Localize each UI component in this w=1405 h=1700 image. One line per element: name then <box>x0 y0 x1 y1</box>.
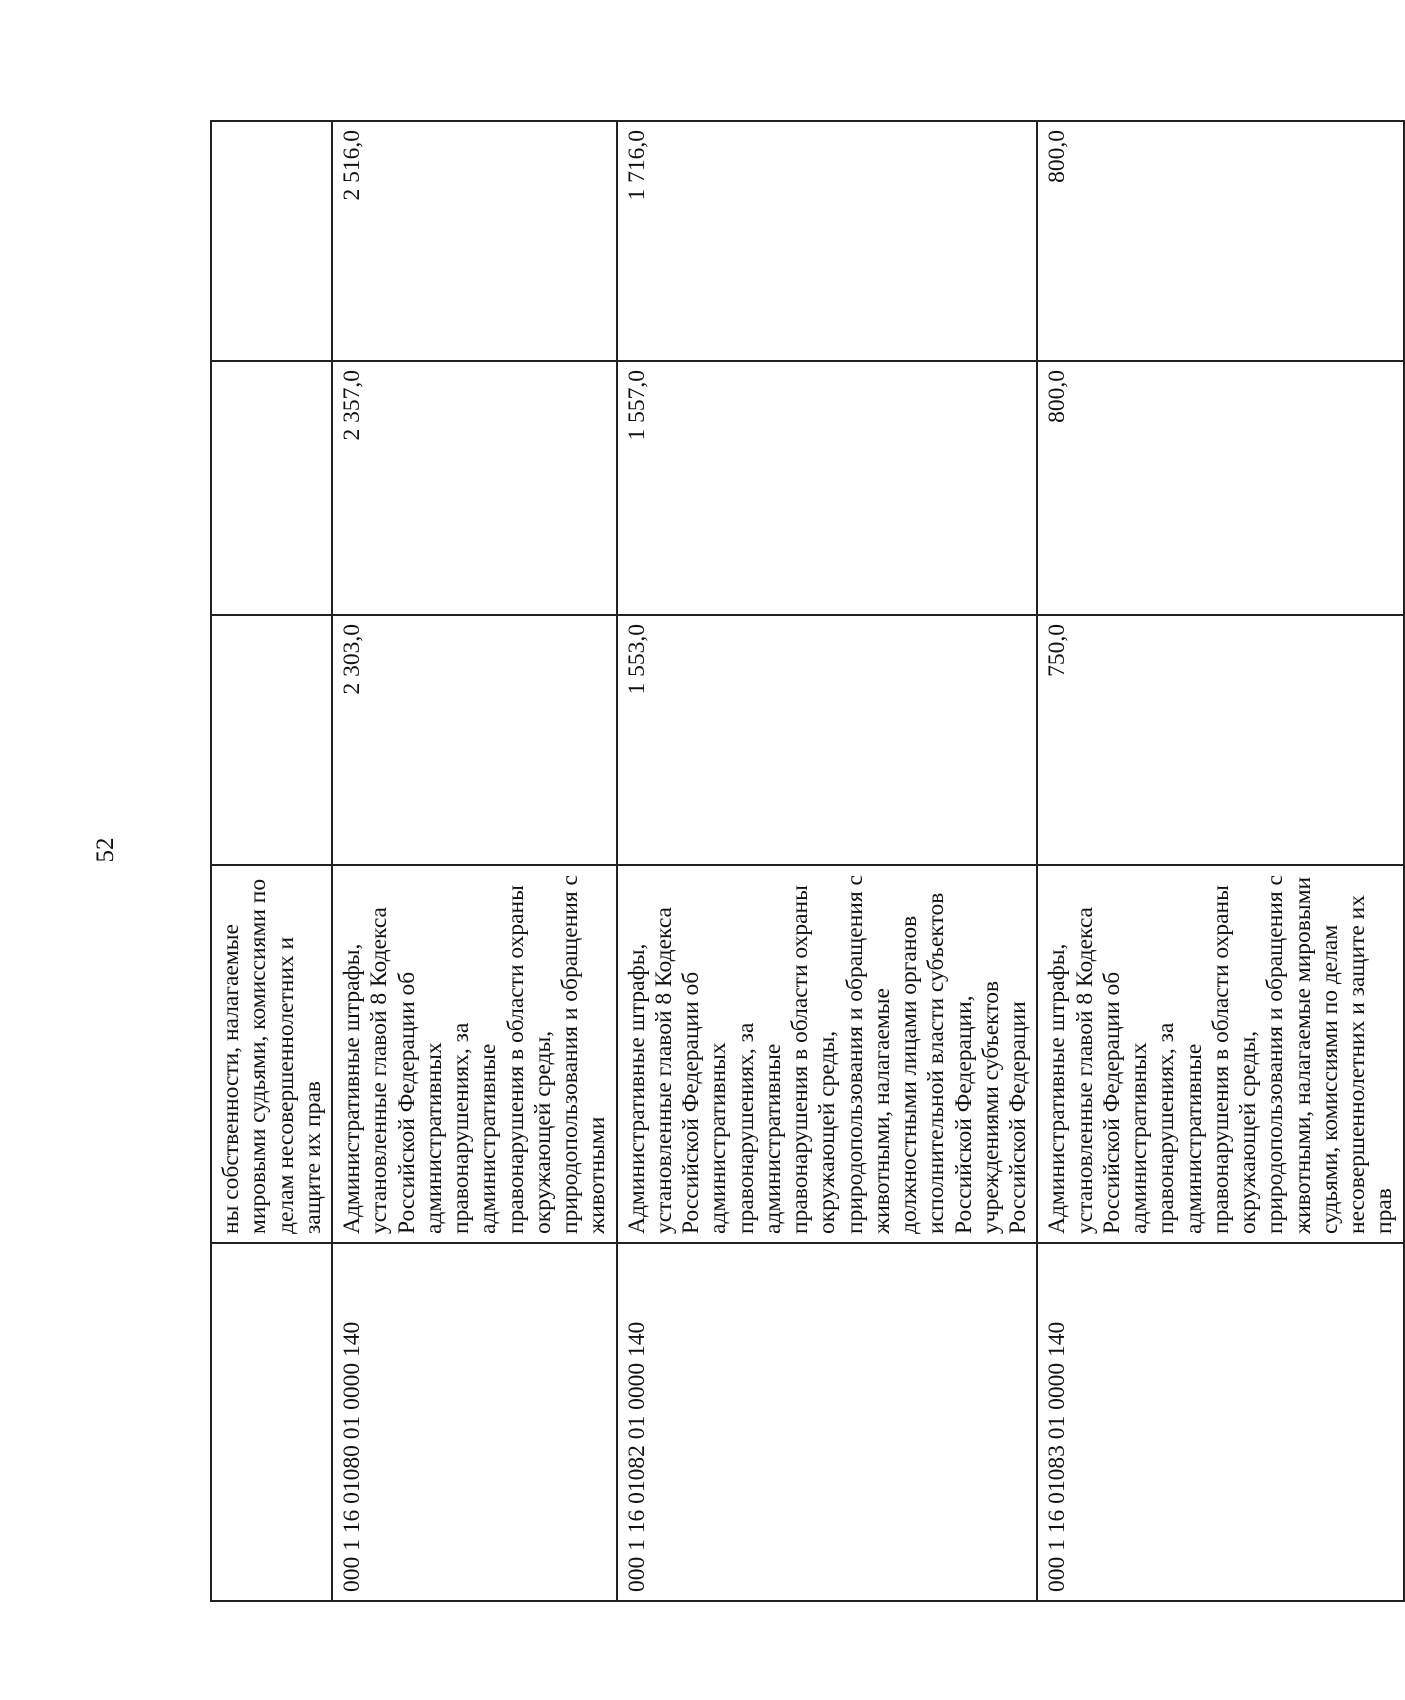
amount-cell-3: 2 516,0 <box>332 121 617 361</box>
amount-cell-2: 800,0 <box>1037 361 1403 615</box>
table-row <box>1037 121 1403 1601</box>
budget-table <box>210 120 1405 1602</box>
revenue-code-cell: 000 1 16 01083 01 0000 140 <box>1037 1243 1403 1601</box>
amount-cell-3 <box>211 121 332 361</box>
amount-cell-2 <box>211 361 332 615</box>
amount-cell-1: 2 303,0 <box>332 615 617 865</box>
amount-cell-2: 2 357,0 <box>332 361 617 615</box>
amount-cell-1 <box>211 615 332 865</box>
revenue-code-cell: 000 1 16 01082 01 0000 140 <box>617 1243 1038 1601</box>
revenue-code-cell: 000 1 16 01080 01 0000 140 <box>332 1243 617 1601</box>
revenue-name-cell: Административные штрафы, установленные главой 8 Кодекса Российской Федерации об административных правонарушениях, за административные правонарушения в области охраны окружающей среды, природопользования и обращения с животными, налагаемые должностными лицами органов исполнительной власти субъектов Российской Федерации, учреждениями субъектов Российской Федерации <box>617 865 1038 1243</box>
page-number: 52 <box>92 837 119 863</box>
table-row <box>211 121 332 1601</box>
amount-cell-1: 750,0 <box>1037 615 1403 865</box>
revenue-name-cell: Административные штрафы, установленные главой 8 Кодекса Российской Федерации об административных правонарушениях, за административные правонарушения в области охраны окружающей среды, природопользования и обращения с животными <box>332 865 617 1243</box>
amount-cell-1: 1 553,0 <box>617 615 1038 865</box>
table-row <box>617 121 1038 1601</box>
amount-cell-3: 800,0 <box>1037 121 1403 361</box>
budget-table-container <box>210 122 1398 1602</box>
revenue-code-cell <box>211 1243 332 1601</box>
revenue-name-cell: ны собственности, налагаемые мировыми судьями, комиссиями по делам несовершеннолетних и защите их прав <box>211 865 332 1243</box>
amount-cell-2: 1 557,0 <box>617 361 1038 615</box>
revenue-name-cell: Административные штрафы, установленные главой 8 Кодекса Российской Федерации об административных правонарушениях, за административные правонарушения в области охраны окружающей среды, природопользования и обращения с животными, налагаемые мировыми судьями, комиссиями по делам несовершеннолетних и защите их прав <box>1037 865 1403 1243</box>
amount-cell-3: 1 716,0 <box>617 121 1038 361</box>
table-row <box>332 121 617 1601</box>
